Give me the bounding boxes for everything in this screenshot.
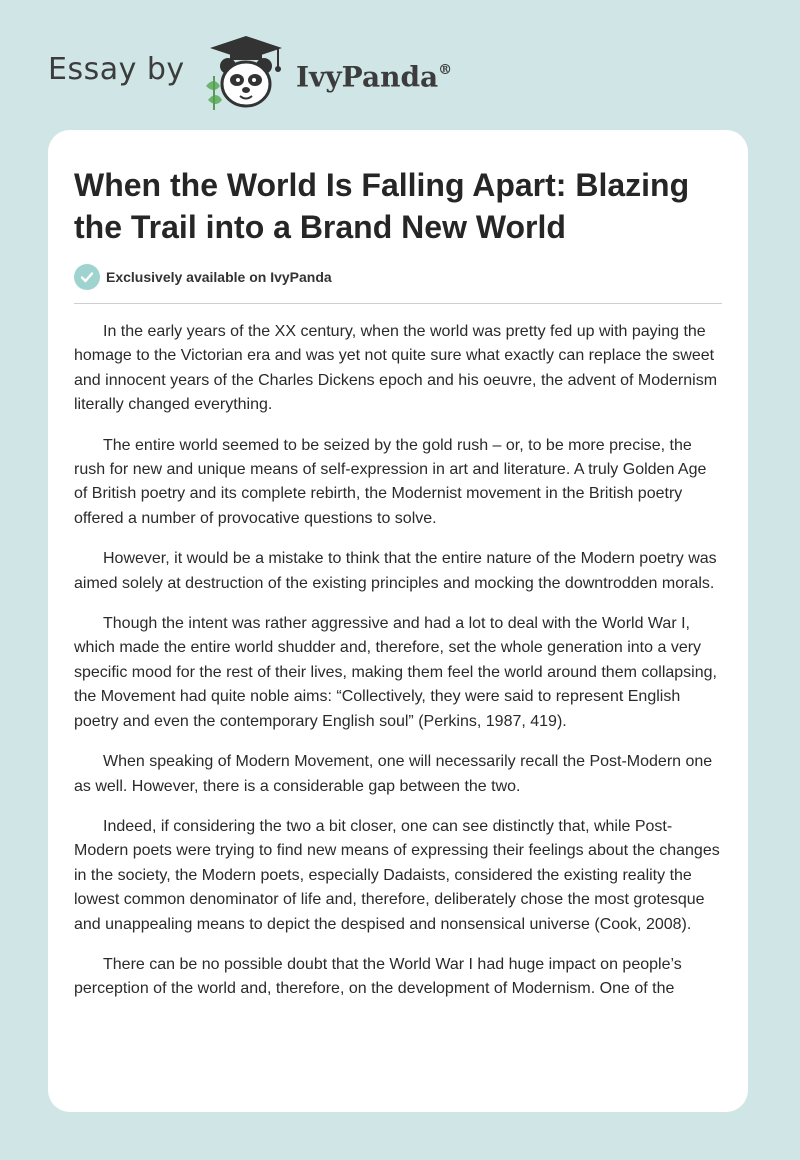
panda-graduate-logo-icon[interactable] [200,36,292,110]
brand-name[interactable] [296,52,452,97]
essay-card [48,130,748,1112]
check-icon [74,264,100,290]
brand-name-text: IvyPanda [296,60,439,94]
paragraph: In the early years of the XX century, when the world was pretty fed up with paying the homage to the Victorian era and was yet not quite sure what exactly can replace the sweet and innocent years of the Charles Dickens epoch and his oeuvre, the advent of Modernism literally changed everything. [74,323,718,414]
paragraph: There can be no possible doubt that the World War I had huge impact on people’s perception of the world and, therefore, on the development of Modernism. One of the [74,955,682,998]
paragraph: Indeed, if considering the two a bit closer, one can see distinctly that, while Post-Modern poets were trying to find new means of expressing their feelings about the changes in the society, the Modern poets, especially Dadaists, considered the existing reality the lowest common denominator of life and, therefore, deliberately chose the most grotesque and unappealing means to depict the despised and nonsensical universe (Cook, 2008). [74,817,720,933]
site-header [0,0,800,130]
page-title: When the World Is Falling Apart: Blazing the Trail into a Brand New World [74,167,690,245]
essay-body [74,320,724,1018]
exclusive-badge [74,264,332,290]
divider [74,303,722,304]
essay-by-label: Essay by [48,52,185,87]
paragraph: However, it would be a mistake to think that the entire nature of the Modern poetry was aimed solely at destruction of the existing principles and mocking the downtrodden morals. [74,550,717,592]
paragraph: When speaking of Modern Movement, one will necessarily recall the Post-Modern one as well. However, there is a considerable gap between the two. [74,753,713,795]
paragraph: Though the intent was rather aggressive and had a lot to deal with the World War I, which made the entire world shudder and, therefore, set the whole generation into a very specific mood for the rest of their lives, making them feel the world around them collapsing, the Movement had quite noble aims: “Collectively, they were said to represent English poetry and even the contemporary English soul” (Perkins, 1987, 419). [74,615,717,730]
paragraph: The entire world seemed to be seized by the gold rush – or, to be more precise, the rush for new and unique means of self-expression in art and literature. A truly Golden Age of British poetry and its complete rebirth, the Modernist movement in the British poetry offered a number of provocative questions to solve. [74,436,707,527]
registered-mark: ® [438,62,453,78]
exclusive-label: Exclusively available on IvyPanda [106,269,332,285]
